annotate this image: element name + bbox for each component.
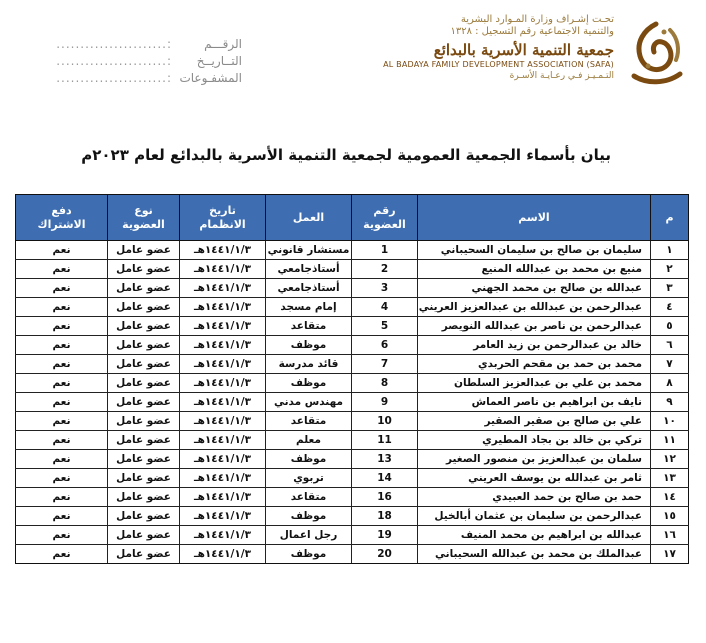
fee-paid: نعم: [16, 431, 108, 450]
table-row: [16, 393, 689, 412]
meta-number-row: [52, 36, 242, 53]
join-date: ١٤٤١/١/٣هـ: [180, 507, 266, 526]
supervision-line: تحـت إشـراف وزارة المـوارد البشرية: [460, 14, 614, 25]
meta-date-row: [52, 53, 242, 70]
fee-paid: نعم: [16, 469, 108, 488]
row-index: ١٠: [651, 412, 689, 431]
meta-attachments-row: [52, 70, 242, 87]
table-row: [16, 412, 689, 431]
header-name: الاسم: [418, 195, 651, 241]
member-job: أستاذجامعي: [266, 279, 352, 298]
row-index: ١١: [651, 431, 689, 450]
registration-line: والتنمية الاجتماعية رقم التسجيل : ١٣٢٨: [450, 26, 614, 37]
member-number: 3: [352, 279, 418, 298]
table-row: [16, 241, 689, 260]
member-job: تربوي: [266, 469, 352, 488]
date-label: التــاريــخ: [196, 54, 242, 68]
number-label: الرقـــم: [204, 37, 242, 51]
member-job: قائد مدرسة: [266, 355, 352, 374]
member-name: عبدالله بن ابراهيم بن محمد المنيف: [418, 526, 651, 545]
header-membership-type-line2: العضوية: [122, 217, 165, 231]
header-job: العمل: [266, 195, 352, 241]
row-index: ١٥: [651, 507, 689, 526]
join-date: ١٤٤١/١/٣هـ: [180, 526, 266, 545]
membership-type: عضو عامل: [108, 469, 180, 488]
header-join-date-line1: تاريخ: [209, 203, 236, 217]
table-row: [16, 336, 689, 355]
member-name: علي بن صالح بن صقير الصقير: [418, 412, 651, 431]
header-join-date-line2: الانظمام: [199, 217, 246, 231]
membership-type: عضو عامل: [108, 279, 180, 298]
header-index: م: [651, 195, 689, 241]
member-job: موظف: [266, 336, 352, 355]
row-index: ٦: [651, 336, 689, 355]
member-job: متقاعد: [266, 412, 352, 431]
fee-paid: نعم: [16, 393, 108, 412]
member-number: 14: [352, 469, 418, 488]
member-job: معلم: [266, 431, 352, 450]
join-date: ١٤٤١/١/٣هـ: [180, 450, 266, 469]
attachments-dots: :.......................: [56, 71, 172, 85]
header-join-date: [180, 195, 266, 241]
organization-name-english: AL BADAYA FAMILY DEVELOPMENT ASSOCIATION (SAFA): [383, 60, 614, 69]
member-number: 20: [352, 545, 418, 564]
row-index: ٩: [651, 393, 689, 412]
number-dots: :.......................: [56, 37, 172, 51]
fee-paid: نعم: [16, 450, 108, 469]
member-number: 19: [352, 526, 418, 545]
row-index: ١٧: [651, 545, 689, 564]
member-number: 1: [352, 241, 418, 260]
member-job: متقاعد: [266, 317, 352, 336]
table-row: [16, 545, 689, 564]
join-date: ١٤٤١/١/٣هـ: [180, 393, 266, 412]
organization-tagline: التـمـيـز فـي رعـايـة الأسـرة: [509, 71, 614, 81]
member-number: 9: [352, 393, 418, 412]
fee-paid: نعم: [16, 298, 108, 317]
date-dots: :.......................: [56, 54, 172, 68]
members-table: [15, 194, 689, 564]
fee-paid: نعم: [16, 241, 108, 260]
fee-paid: نعم: [16, 260, 108, 279]
join-date: ١٤٤١/١/٣هـ: [180, 469, 266, 488]
fee-paid: نعم: [16, 336, 108, 355]
membership-type: عضو عامل: [108, 393, 180, 412]
row-index: ٥: [651, 317, 689, 336]
table-row: [16, 431, 689, 450]
membership-type: عضو عامل: [108, 507, 180, 526]
member-job: موظف: [266, 374, 352, 393]
fee-paid: نعم: [16, 488, 108, 507]
member-name: محمد بن حمد بن مقحم الحربدي: [418, 355, 651, 374]
header-membership-type: [108, 195, 180, 241]
table-row: [16, 317, 689, 336]
table-row: [16, 279, 689, 298]
member-number: 6: [352, 336, 418, 355]
join-date: ١٤٤١/١/٣هـ: [180, 279, 266, 298]
reference-meta: [52, 36, 242, 87]
fee-paid: نعم: [16, 374, 108, 393]
member-job: موظف: [266, 507, 352, 526]
member-number: 4: [352, 298, 418, 317]
member-name: عبدالرحمن بن عبدالله بن عبدالعزيز العريني: [418, 298, 651, 317]
join-date: ١٤٤١/١/٣هـ: [180, 374, 266, 393]
fee-paid: نعم: [16, 545, 108, 564]
row-index: ٣: [651, 279, 689, 298]
join-date: ١٤٤١/١/٣هـ: [180, 412, 266, 431]
member-name: محمد بن علي بن عبدالعزيز السلطان: [418, 374, 651, 393]
join-date: ١٤٤١/١/٣هـ: [180, 317, 266, 336]
membership-type: عضو عامل: [108, 241, 180, 260]
member-number: 16: [352, 488, 418, 507]
table-header: [16, 195, 689, 241]
membership-type: عضو عامل: [108, 545, 180, 564]
row-index: ١: [651, 241, 689, 260]
membership-type: عضو عامل: [108, 526, 180, 545]
table-row: [16, 469, 689, 488]
membership-type: عضو عامل: [108, 336, 180, 355]
member-name: نايف بن ابراهيم بن ناصر العماش: [418, 393, 651, 412]
row-index: ٨: [651, 374, 689, 393]
join-date: ١٤٤١/١/٣هـ: [180, 488, 266, 507]
member-name: حمد بن صالح بن حمد العبيدي: [418, 488, 651, 507]
row-index: ٧: [651, 355, 689, 374]
membership-type: عضو عامل: [108, 412, 180, 431]
table-body: [16, 241, 689, 564]
table-row: [16, 526, 689, 545]
table-row: [16, 488, 689, 507]
table-row: [16, 450, 689, 469]
member-job: رجل اعمال: [266, 526, 352, 545]
join-date: ١٤٤١/١/٣هـ: [180, 260, 266, 279]
join-date: ١٤٤١/١/٣هـ: [180, 298, 266, 317]
header-fee: [16, 195, 108, 241]
member-number: 11: [352, 431, 418, 450]
association-logo: [626, 20, 686, 90]
fee-paid: نعم: [16, 355, 108, 374]
table-row: [16, 355, 689, 374]
member-job: متقاعد: [266, 488, 352, 507]
fee-paid: نعم: [16, 317, 108, 336]
member-job: موظف: [266, 450, 352, 469]
membership-type: عضو عامل: [108, 317, 180, 336]
table-row: [16, 260, 689, 279]
header-member-no: [352, 195, 418, 241]
membership-type: عضو عامل: [108, 450, 180, 469]
join-date: ١٤٤١/١/٣هـ: [180, 431, 266, 450]
member-job: مهندس مدني: [266, 393, 352, 412]
member-number: 18: [352, 507, 418, 526]
header-member-no-line2: العضوية: [363, 217, 406, 231]
join-date: ١٤٤١/١/٣هـ: [180, 355, 266, 374]
row-index: ٢: [651, 260, 689, 279]
member-name: تركي بن خالد بن بجاد المطيري: [418, 431, 651, 450]
row-index: ١٤: [651, 488, 689, 507]
row-index: ٤: [651, 298, 689, 317]
membership-type: عضو عامل: [108, 355, 180, 374]
membership-type: عضو عامل: [108, 298, 180, 317]
member-number: 13: [352, 450, 418, 469]
member-name: عبدالله بن صالح بن محمد الجهني: [418, 279, 651, 298]
members-table-wrapper: [16, 194, 689, 564]
row-index: ١٢: [651, 450, 689, 469]
membership-type: عضو عامل: [108, 431, 180, 450]
member-job: موظف: [266, 545, 352, 564]
member-name: منيع بن محمد بن عبدالله المنيع: [418, 260, 651, 279]
member-number: 2: [352, 260, 418, 279]
join-date: ١٤٤١/١/٣هـ: [180, 241, 266, 260]
table-row: [16, 374, 689, 393]
join-date: ١٤٤١/١/٣هـ: [180, 336, 266, 355]
table-row: [16, 507, 689, 526]
fee-paid: نعم: [16, 412, 108, 431]
header-fee-line1: دفع: [51, 203, 72, 217]
fee-paid: نعم: [16, 279, 108, 298]
member-job: إمام مسجد: [266, 298, 352, 317]
member-number: 5: [352, 317, 418, 336]
membership-type: عضو عامل: [108, 488, 180, 507]
header-member-no-line1: رقم: [373, 203, 396, 217]
member-name: سليمان بن صالح بن سليمان السحيباني: [418, 241, 651, 260]
member-job: أستاذجامعي: [266, 260, 352, 279]
member-number: 8: [352, 374, 418, 393]
header-membership-type-line1: نوع: [134, 203, 153, 217]
member-number: 10: [352, 412, 418, 431]
row-index: ١٣: [651, 469, 689, 488]
member-name: ثامر بن عبدالله بن يوسف العريني: [418, 469, 651, 488]
attachments-label: المشفـوعات: [179, 71, 242, 85]
member-name: عبدالرحمن بن سليمان بن عثمان أبالخيل: [418, 507, 651, 526]
organization-name-arabic: جمعية التنمية الأسرية بالبدائع: [433, 41, 614, 59]
member-name: عبدالرحمن بن ناصر بن عبدالله النويصر: [418, 317, 651, 336]
member-name: عبدالملك بن محمد بن عبدالله السحيباني: [418, 545, 651, 564]
header-fee-line2: الاشتراك: [37, 217, 86, 231]
membership-type: عضو عامل: [108, 374, 180, 393]
letterhead: [0, 0, 706, 110]
row-index: ١٦: [651, 526, 689, 545]
member-name: سلمان بن عبدالعزيز بن منصور الصغير: [418, 450, 651, 469]
member-name: خالد بن عبدالرحمن بن زيد العامر: [418, 336, 651, 355]
document-title: بيان بأسماء الجمعية العمومية لجمعية التنمية الأسرية بالبدائع لعام ٢٠٢٣م: [81, 146, 611, 164]
membership-type: عضو عامل: [108, 260, 180, 279]
organization-block: [294, 14, 614, 82]
member-job: مستشار قانوني: [266, 241, 352, 260]
join-date: ١٤٤١/١/٣هـ: [180, 545, 266, 564]
fee-paid: نعم: [16, 507, 108, 526]
fee-paid: نعم: [16, 526, 108, 545]
member-number: 7: [352, 355, 418, 374]
table-row: [16, 298, 689, 317]
